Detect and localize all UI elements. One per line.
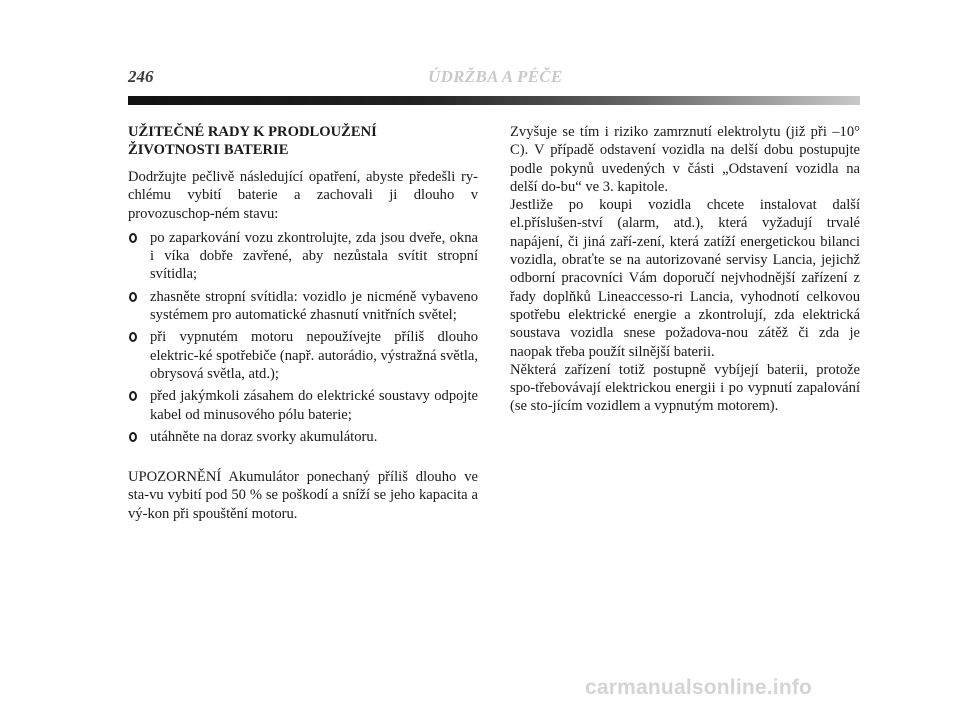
header-rule	[128, 96, 860, 105]
circle-bullet-icon	[129, 292, 137, 302]
list-item	[128, 288, 478, 325]
section-heading-line-2: ŽIVOTNOSTI BATERIE	[128, 142, 289, 158]
list-item	[128, 328, 478, 383]
list-item-text: po zaparkování vozu zkontrolujte, zda jsou dveře, okna i víka dobře zavřené, aby nezůstala svítit stropní svítidla;	[150, 229, 478, 283]
list-item-text: utáhněte na doraz svorky akumulátoru.	[150, 428, 378, 445]
intro-paragraph: Dodržujte pečlivě následující opatření, abyste předešli ry-chlému vybití baterie a zachovali ji dlouho v provozuschop-ném stavu:	[128, 169, 478, 222]
circle-bullet-icon	[129, 332, 137, 342]
list-item-text: před jakýmkoli zásahem do elektrické soustavy odpojte kabel od minusového pólu baterie;	[150, 388, 478, 423]
section-heading-line-1: UŽITEČNÉ RADY K PRODLOUŽENÍ	[128, 124, 377, 140]
circle-bullet-icon	[129, 233, 137, 243]
page-number: 246	[128, 67, 154, 86]
list-item	[128, 387, 478, 424]
watermark: carmanualsonline.info	[585, 676, 813, 699]
body-paragraph: Jestliže po koupi vozidla chcete instalovat další el.příslušen-ství (alarm, atd.), která vyžadují trvalé napájení, či jiná zaří-zení, která zatíží energetickou bilanci vozidla, obraťte se na autorizované servisy Lancia, jejichž odborní pracovníci Vám doporučí nejvhodnější zařízení z řady doplňků Lineaccesso-ri Lancia, vyhodnotí celkovou spotřebu elektrické energie a zkontrolují, zda elektrická soustava vozidla snese požadova-nou zátěž či zda je naopak třeba použít silnější baterii.	[510, 197, 860, 360]
list-item-text: zhasněte stropní svítidla: vozidlo je nicméně vybaveno systémem pro automatické zhasnutí vnitřních světel;	[150, 288, 478, 324]
right-column	[510, 123, 860, 416]
circle-bullet-icon	[129, 432, 137, 442]
section-heading	[128, 123, 478, 159]
advice-list	[128, 229, 478, 446]
circle-bullet-icon	[129, 391, 137, 401]
body-paragraph: Zvyšuje se tím i riziko zamrznutí elektrolytu (již při –10° C). V případě odstavení vozidla na delší dobu postupujte podle pokynů uvedených v části „Odstavení vozidla na delší do-bu“ ve 3. kapitole.	[510, 124, 860, 195]
warning-paragraph: UPOZORNĚNÍ Akumulátor ponechaný příliš dlouho ve sta-vu vybití pod 50 % se poškodí a sníží se jeho kapacita a vý-kon při spouštění motoru.	[128, 469, 478, 522]
running-title: ÚDRŽBA A PÉČE	[428, 67, 563, 86]
list-item	[128, 229, 478, 284]
body-paragraph: Některá zařízení totiž postupně vybíjejí baterii, protože spo-třebovávají elektrickou energii i po vypnutí zapalování (se sto-jícím vozidlem a vypnutým motorem).	[510, 361, 860, 415]
list-item-text: při vypnutém motoru nepoužívejte příliš dlouho elektric-ké spotřebiče (např. autorádio, výstražná světla, obrysová světla, atd.);	[150, 329, 478, 382]
left-column	[128, 123, 478, 523]
list-item	[128, 428, 478, 446]
